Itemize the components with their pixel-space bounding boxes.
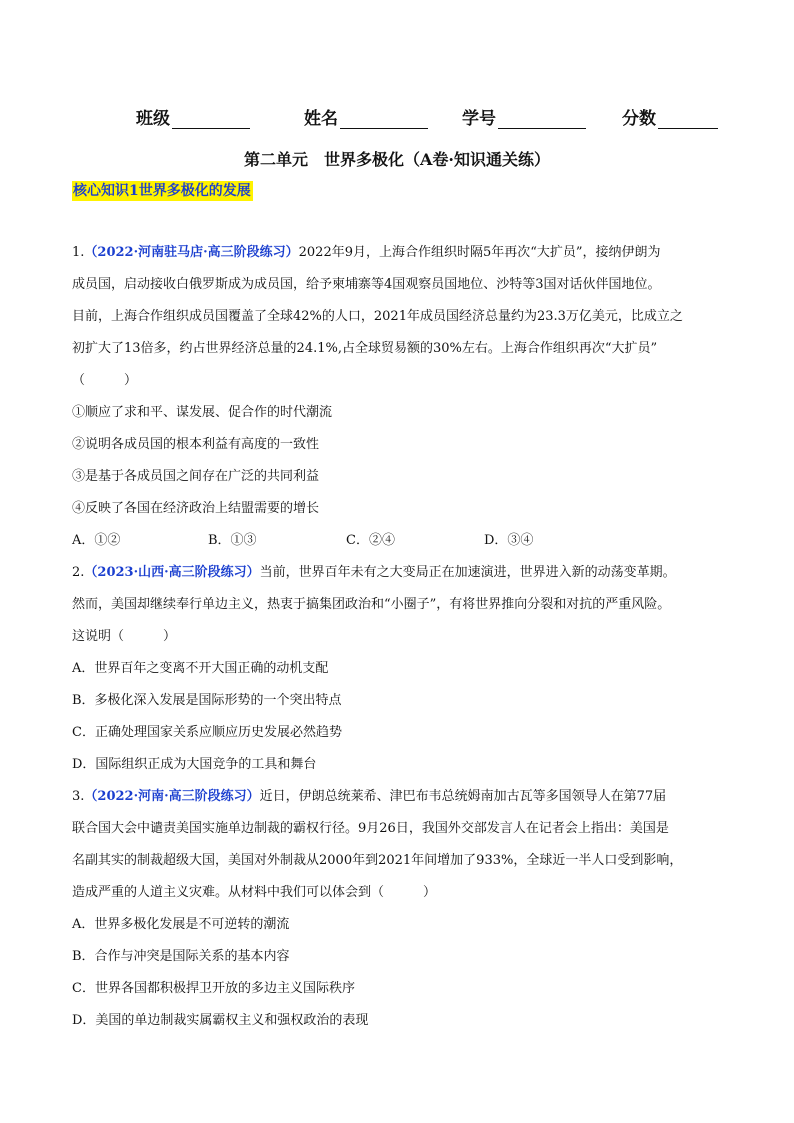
statement-1: ①顺应了求和平、谋发展、促合作的时代潮流 <box>72 405 333 420</box>
question-text: 然而，美国却继续奉行单边主义，热衷于搞集团政治和“小圈子”，有将世界推向分裂和对抗的严重风险。 <box>72 597 671 612</box>
unit-title-text: 第二单元 世界多极化（A卷·知识通关练） <box>244 150 550 169</box>
option-a[interactable]: A．世界多极化发展是不可逆转的潮流 <box>72 917 290 932</box>
option-a[interactable]: A．世界百年之变离不开大国正确的动机支配 <box>72 661 329 676</box>
question-text: 造成严重的人道主义灾难。从材料中我们可以体会到（ ） <box>72 885 437 900</box>
question-3-line-1 <box>72 787 666 807</box>
option-b[interactable]: B．合作与冲突是国际关系的基本内容 <box>72 949 290 964</box>
option-d[interactable]: D．国际组织正成为大国竞争的工具和舞台 <box>72 757 317 772</box>
answer-blank: （ ） <box>72 373 138 388</box>
score-label: 分数 <box>622 109 656 129</box>
question-2-line-1 <box>72 563 676 583</box>
id-label: 学号 <box>462 109 496 129</box>
option-b[interactable]: B．多极化深入发展是国际形势的一个突出特点 <box>72 693 342 708</box>
student-info-row <box>136 104 736 132</box>
option-d[interactable]: D．美国的单边制裁实属霸权主义和强权政治的表现 <box>72 1013 369 1028</box>
score-blank[interactable] <box>658 108 718 129</box>
name-field[interactable] <box>304 104 428 129</box>
question-source: （2023·山西·高三阶段练习） <box>84 565 260 580</box>
statement-2: ②说明各成员国的根本利益有高度的一致性 <box>72 437 320 452</box>
question-number: 3. <box>72 789 85 804</box>
question-text: 名副其实的制裁超级大国，美国对外制裁从2000年到2021年间增加了933%，全球近一半人口受到影响， <box>72 853 683 868</box>
option-c[interactable]: C．②④ <box>346 533 395 548</box>
option-d[interactable]: D．③④ <box>484 533 534 548</box>
question-text: 这说明（ ） <box>72 629 177 644</box>
class-blank[interactable] <box>172 108 250 129</box>
score-field[interactable] <box>622 104 718 129</box>
id-blank[interactable] <box>498 108 586 129</box>
question-source: （2022·河南·高三阶段练习） <box>84 789 260 804</box>
question-text: 2022年9月，上海合作组织时隔5年再次“大扩员”，接纳伊朗为 <box>298 245 661 260</box>
class-field[interactable] <box>136 104 250 129</box>
statement-3: ③是基于各成员国之间存在广泛的共同利益 <box>72 469 320 484</box>
question-text: 联合国大会中谴责美国实施单边制裁的霸权行径。9月26日，我国外交部发言人在记者会上指出：美国是 <box>72 821 669 836</box>
question-text: 成员国，启动接收白俄罗斯成为成员国，给予柬埔寨等4国观察员国地位、沙特等3国对话伙伴国地位。 <box>72 277 661 292</box>
question-text: 近日，伊朗总统莱希、津巴布韦总统姆南加古瓦等多国领导人在第77届 <box>259 789 667 804</box>
option-c[interactable]: C．世界各国都积极捍卫开放的多边主义国际秩序 <box>72 981 355 996</box>
name-blank[interactable] <box>340 108 428 129</box>
question-number: 2. <box>72 565 85 580</box>
class-label: 班级 <box>136 109 170 129</box>
name-label: 姓名 <box>304 109 338 129</box>
option-b[interactable]: B．①③ <box>208 533 257 548</box>
question-text: 目前，上海合作组织成员国覆盖了全球42%的人口，2021年成员国经济总量约为23.3万亿美元，比成立之 <box>72 309 683 324</box>
unit-title <box>0 147 794 170</box>
section-heading: 核心知识1世界多极化的发展 <box>73 183 251 199</box>
question-number: 1. <box>72 245 85 260</box>
question-text: 初扩大了13倍多，约占世界经济总量的24.1%,占全球贸易额的30%左右。上海合作组织再次“大扩员” <box>72 341 658 356</box>
question-1-line-1 <box>72 243 661 263</box>
question-text: 当前，世界百年未有之大变局正在加速演进，世界进入新的动荡变革期。 <box>259 565 676 580</box>
question-source: （2022·河南驻马店·高三阶段练习） <box>84 245 299 260</box>
option-c[interactable]: C．正确处理国家关系应顺应历史发展必然趋势 <box>72 725 342 740</box>
option-a[interactable]: A．①② <box>72 533 121 548</box>
id-field[interactable] <box>462 104 586 129</box>
statement-4: ④反映了各国在经济政治上结盟需要的增长 <box>72 501 320 516</box>
